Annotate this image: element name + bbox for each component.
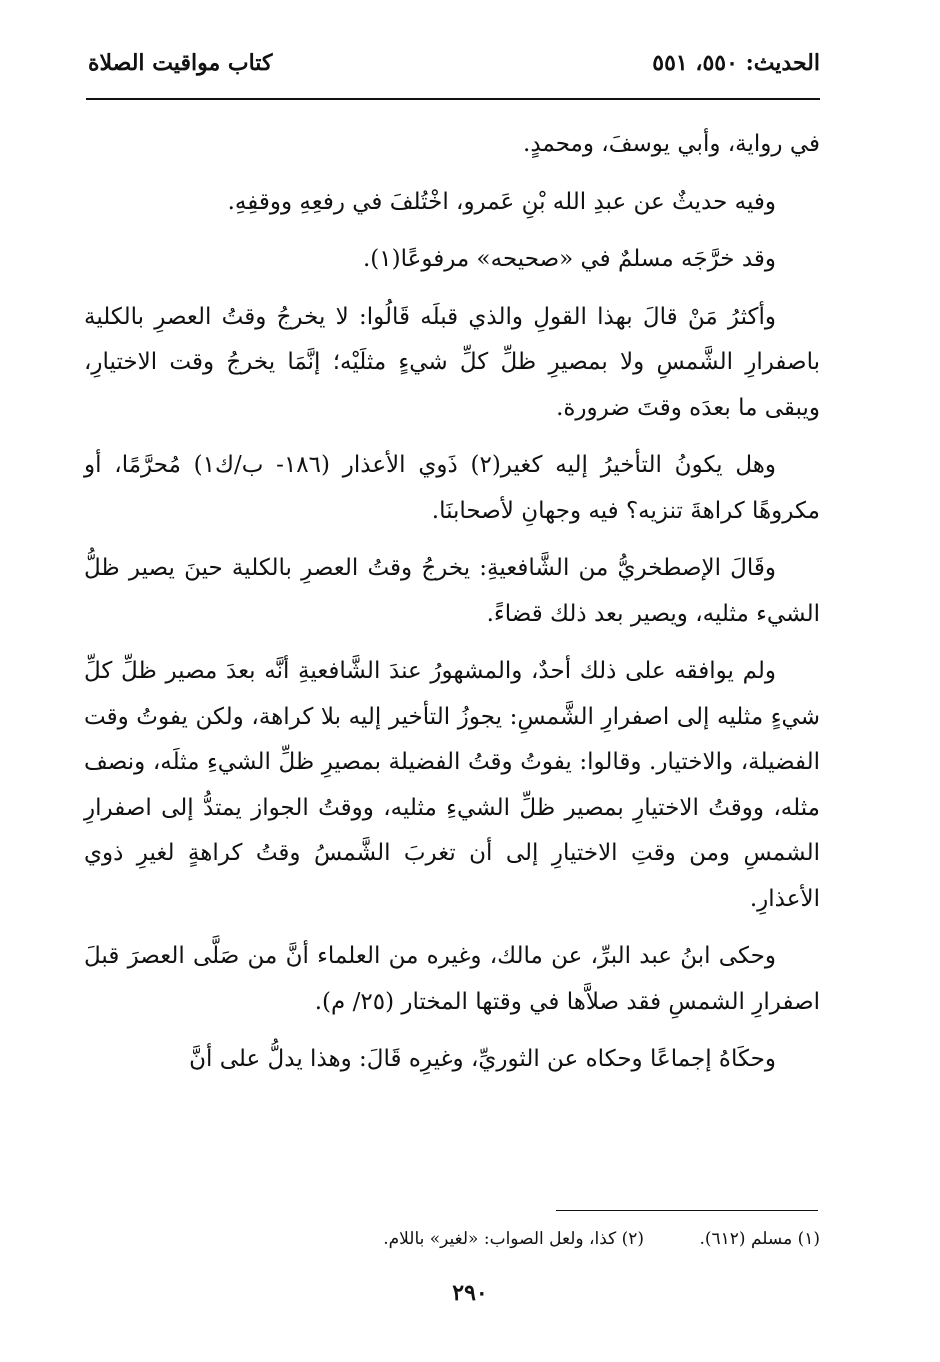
book-title: كتاب مواقيت الصلاة [88,50,273,76]
paragraph-6: وقَالَ الإصطخريُّ من الشَّافعيةِ: يخرجُ وقتُ العصرِ بالكلية حينَ يصير ظلُّ الشيء مثليه، ويصير بعد ذلك قضاءً. [84,555,820,627]
main-text [84,122,820,1095]
hadith-reference: الحديث: ٥٥٠، ٥٥١ [652,50,820,76]
footnote-1: (١) مسلم (٦١٢). [699,1229,820,1249]
paragraph-2: وفيه حديثٌ عن عبدِ الله بْنِ عَمرو، اخْتُلفَ في رفعِهِ ووقفِهِ. [227,188,776,215]
footnote-2: (٢) كذا، ولعل الصواب: «لغير» باللام. [383,1229,645,1249]
page-number: ٢٩٠ [452,1280,488,1306]
paragraph-5: وهل يكونُ التأخيرُ إليه كغير(٢) ذَوي الأعذار (١٨٦- ب/ك١) مُحرَّمًا، أو مكروهًا كراهةَ تنزيه؟ فيه وجهانِ لأصحابنَا. [84,452,820,524]
footnotes [240,1226,820,1252]
paragraph-1: في رواية، وأبي يوسفَ، ومحمدٍ. [523,131,820,157]
running-header [86,44,820,92]
paragraph-8: وحكى ابنُ عبد البرِّ، عن مالك، وغيره من العلماء أنَّ من صَلَّى العصرَ قبلَ اصفرارِ الشمسِ فقد صلاَّها في وقتها المختار (٢٥/ م). [84,943,820,1015]
paragraph-9: وحكَاهُ إجماعًا وحكاه عن الثوريِّ، وغيرِه قَالَ: وهذا يدلُّ على أنَّ [189,1046,776,1072]
paragraph-7: ولم يوافقه على ذلك أحدٌ، والمشهورُ عندَ الشَّافعيةِ أنَّه بعدَ مصير ظلِّ كلِّ شيءٍ مثليه إلى اصفرارِ الشَّمسِ: يجوزُ التأخير إليه بلا كراهة، ولكن يفوتُ وقت الفضيلة، والاختيار. وقالوا: يفوتُ وقتُ الفضيلة بمصيرِ ظلِّ الشيءِ مثلَه، ونصف مثله، ووقتُ الاختيارِ بمصير ظلِّ الشيءِ مثليه، ووقتُ الجواز يمتدُّ إلى اصفرارِ الشمسِ ومن وقتِ الاختيارِ إلى أن تغربَ الشَّمسُ وقتُ كراهةٍ لغيرِ ذوي الأعذارِ. [84,658,820,912]
header-divider [86,98,820,100]
footnote-divider [556,1210,818,1211]
paragraph-3: وقد خرَّجَه مسلمٌ في «صحيحه» مرفوعًا(١). [363,246,776,272]
paragraph-4: وأكثرُ مَنْ قالَ بهذا القولِ والذي قبلَه قَالُوا: لا يخرجُ وقتُ العصرِ بالكلية باصفرارِ الشَّمسِ ولا بمصيرِ ظلِّ كلِّ شيءٍ مثلَيْه؛ إنَّمَا يخرجُ وقت الاختيارِ، ويبقى ما بعدَه وقتَ ضرورة. [84,303,820,421]
